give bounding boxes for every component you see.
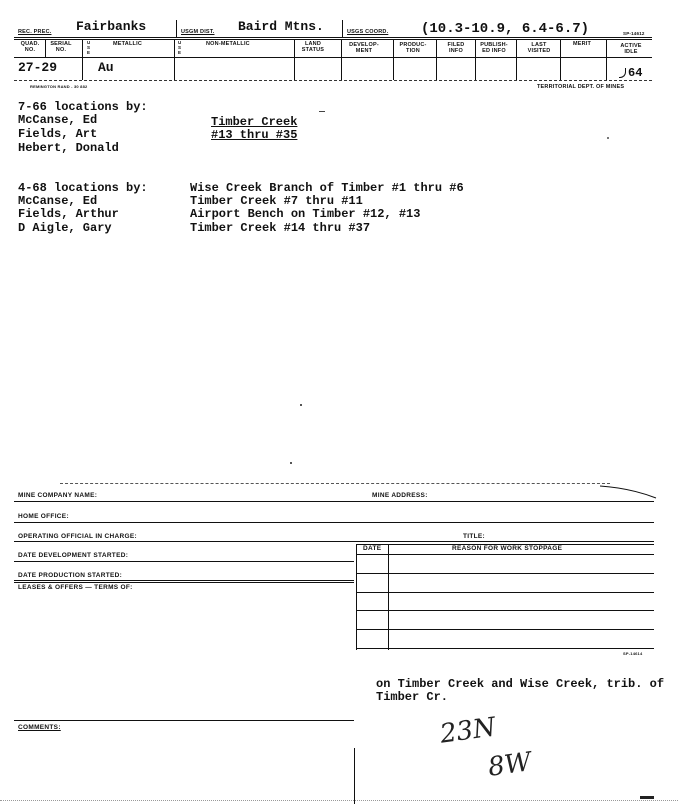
col-last-visited: LAST VISITED <box>527 42 551 54</box>
comments-label: COMMENTS: <box>18 724 61 731</box>
col-non-metallic: NON-METALLIC <box>206 41 250 47</box>
claims-line: Timber Creek #7 thru #11 <box>190 194 363 208</box>
usgs-coord-label: USGS COORD. <box>347 29 389 35</box>
col-metallic: METALLIC <box>113 41 142 47</box>
col-use: U S E <box>87 40 91 55</box>
title-label: TITLE: <box>463 533 486 540</box>
stoppage-date-header: DATE <box>363 545 382 552</box>
col-active-idle: ACTIVE IDLE <box>620 43 642 55</box>
col-production: PRODUC-TION <box>399 42 427 54</box>
claims-line: Airport Bench on Timber #12, #13 <box>190 207 421 221</box>
handwritten-township: 23N <box>438 712 498 750</box>
claims-line: #13 thru #35 <box>211 128 298 142</box>
handwritten-range: 8W <box>486 747 534 783</box>
entry-name: McCanse, Ed <box>18 194 98 208</box>
stoppage-reason-header: REASON FOR WORK STOPPAGE <box>452 545 563 552</box>
date-development-label: DATE DEVELOPMENT STARTED: <box>18 552 129 559</box>
date-production-label: DATE PRODUCTION STARTED: <box>18 572 123 579</box>
entry-name: D Aigle, Gary <box>18 221 112 235</box>
active-idle-value: 64 <box>628 66 643 80</box>
quad-value: 27-29 <box>18 60 58 75</box>
printer-line: REMINGTON RAND - 30 882 <box>30 84 88 89</box>
usgm-dist-value: Baird Mtns. <box>238 19 324 34</box>
entry-name: Hebert, Donald <box>18 141 119 155</box>
col-published-info: PUBLISH-ED INFO <box>480 42 508 54</box>
location-note-line-1: on Timber Creek and Wise Creek, trib. of <box>376 677 665 691</box>
dept-line: TERRITORIAL DEPT. OF MINES <box>537 84 625 90</box>
col-quad-no: QUAD. NO. <box>20 41 40 53</box>
col-development: DEVELOP-MENT <box>349 42 379 54</box>
usgs-coord-value: (10.3-10.9, 6.4-6.7) <box>421 21 590 37</box>
entry-name: McCanse, Ed <box>18 113 98 127</box>
home-office-label: HOME OFFICE: <box>18 513 69 520</box>
entry-heading: 7-66 locations by: <box>18 100 148 114</box>
rec-prec-label: REC. PREC. <box>18 29 52 35</box>
col-merit: MERIT <box>572 41 592 47</box>
col-land-status: LAND STATUS <box>301 41 325 53</box>
leases-label: LEASES & OFFERS — TERMS OF: <box>18 584 133 591</box>
claims-line: Wise Creek Branch of Timber #1 thru #6 <box>190 181 464 195</box>
metallic-value: Au <box>98 60 114 75</box>
form-number-bottom: SP-14614 <box>623 651 643 656</box>
claims-line: Timber Creek #14 thru #37 <box>190 221 371 235</box>
operating-official-label: OPERATING OFFICIAL IN CHARGE: <box>18 533 137 540</box>
col-use-2: U S E <box>178 40 182 55</box>
entry-name: Fields, Art <box>18 127 98 141</box>
entry-name: Fields, Arthur <box>18 207 119 221</box>
mine-address-label: MINE ADDRESS: <box>372 492 428 499</box>
col-serial-no: SERIAL NO. <box>50 41 72 53</box>
form-number-top: SP-14612 <box>623 31 645 36</box>
mine-company-name-label: MINE COMPANY NAME: <box>18 492 98 499</box>
entry-heading: 4-68 locations by: <box>18 181 148 195</box>
location-note-line-2: Timber Cr. <box>376 690 449 704</box>
rec-prec-value: Fairbanks <box>76 19 147 34</box>
usgm-dist-label: USGM DIST. <box>181 29 215 35</box>
claims-title: Timber Creek <box>211 115 298 129</box>
check-mark <box>619 68 626 78</box>
col-filed-info: FILED INFO <box>447 42 465 54</box>
